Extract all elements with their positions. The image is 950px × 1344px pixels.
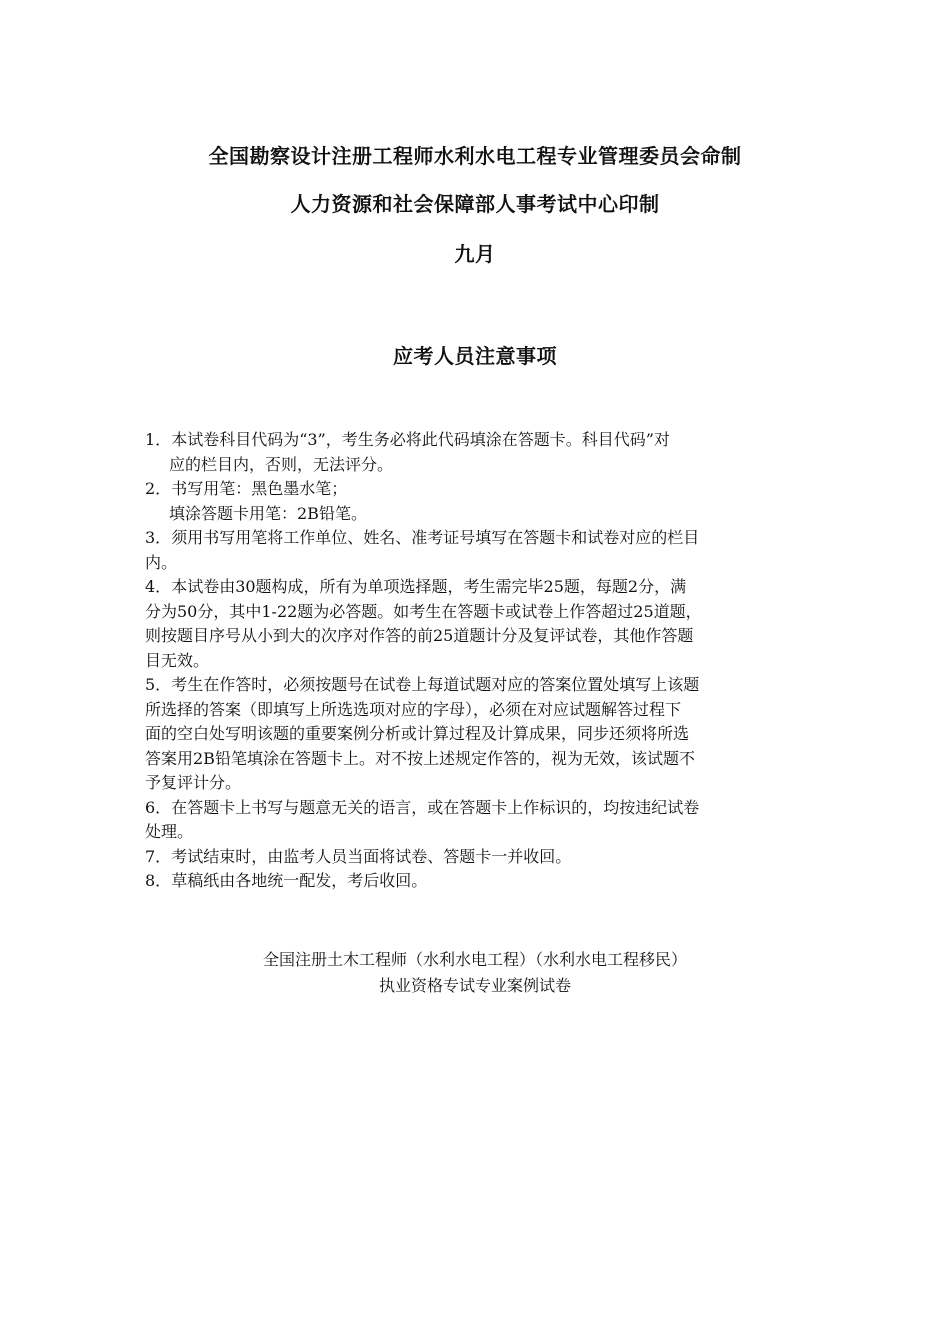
instruction-number: 5． — [145, 675, 172, 694]
instruction-number: 3． — [145, 528, 172, 547]
instruction-item — [145, 869, 810, 894]
instruction-line — [145, 796, 810, 821]
issuer-committee-line: 全国勘察设计注册工程师水利水电工程专业管理委员会命制 — [208, 144, 742, 168]
instruction-line — [145, 673, 810, 698]
instruction-line: 予复评计分。 — [145, 773, 242, 792]
instruction-line: 内。 — [145, 552, 178, 572]
instruction-number: 7． — [145, 846, 172, 866]
instruction-line: 填涂答题卡用笔：2B铅笔。 — [169, 503, 367, 523]
instruction-item — [145, 477, 810, 526]
instruction-number: 1． — [145, 430, 172, 449]
instruction-text: 考生在作答时，必须按题号在试卷上每道试题对应的答案位置处填写上该题 — [171, 675, 700, 694]
instruction-line: 面的空白处写明该题的重要案例分析或计算过程及计算成果，同步还须将所选 — [145, 724, 690, 743]
instruction-item — [145, 575, 810, 673]
instruction-line — [145, 526, 810, 551]
instruction-line: 答案用2B铅笔填涂在答题卡上。对不按上述规定作答的，视为无效，该试题不 — [145, 748, 695, 768]
instruction-text: 考试结束时，由监考人员当面将试卷、答题卡一并收回。 — [171, 846, 572, 866]
exam-paper-line: 执业资格专试专业案例试卷 — [378, 976, 571, 995]
instruction-text: 本试卷科目代码为“3”，考生务必将此代码填涂在答题卡。科目代码”对 — [171, 430, 670, 449]
instruction-line: 分为50分，其中1-22题为必答题。如考生在答题卡或试卷上作答超过25道题， — [145, 601, 702, 621]
instruction-item — [145, 428, 810, 477]
instruction-text: 须用书写用笔将工作单位、姓名、准考证号填写在答题卡和试卷对应的栏目 — [171, 528, 700, 547]
instruction-item — [145, 526, 810, 575]
instruction-line — [145, 869, 810, 894]
instruction-line — [145, 428, 810, 453]
instruction-line — [145, 477, 810, 502]
instruction-item — [145, 845, 810, 870]
month-line: 九月 — [454, 242, 496, 266]
instruction-line: 则按题目序号从小到大的次序对作答的前25道题计分及复评试卷，其他作答题 — [145, 626, 694, 645]
instruction-number: 2． — [145, 479, 172, 498]
instruction-number: 8． — [145, 871, 172, 890]
instruction-line: 所选择的答案（即填写上所选选项对应的字母），必须在对应试题解答过程下 — [145, 699, 682, 719]
notice-title: 应考人员注意事项 — [393, 344, 557, 368]
instruction-text: 在答题卡上书写与题意无关的语言，或在答题卡上作标识的，均按违纪试卷 — [171, 797, 700, 817]
instruction-line — [145, 575, 810, 600]
instruction-text: 书写用笔：黑色墨水笔； — [171, 479, 348, 498]
instruction-text: 本试卷由30题构成，所有为单项选择题，考生需完毕25题，每题2分，满 — [171, 577, 687, 596]
printer-line: 人力资源和社会保障部人事考试中心印制 — [290, 192, 660, 216]
instruction-item — [145, 673, 810, 796]
instruction-line: 应的栏目内，否则，无法评分。 — [169, 454, 394, 474]
instructions-list — [145, 428, 810, 894]
instruction-item — [145, 796, 810, 845]
instruction-text: 草稿纸由各地统一配发，考后收回。 — [171, 871, 428, 890]
instruction-number: 4． — [145, 577, 172, 596]
instruction-number: 6． — [145, 797, 172, 817]
instruction-line: 目无效。 — [145, 650, 210, 670]
instruction-line: 处理。 — [145, 822, 194, 841]
instruction-line — [145, 845, 810, 870]
exam-name-line: 全国注册土木工程师（水利水电工程）（水利水电工程移民） — [262, 950, 687, 969]
